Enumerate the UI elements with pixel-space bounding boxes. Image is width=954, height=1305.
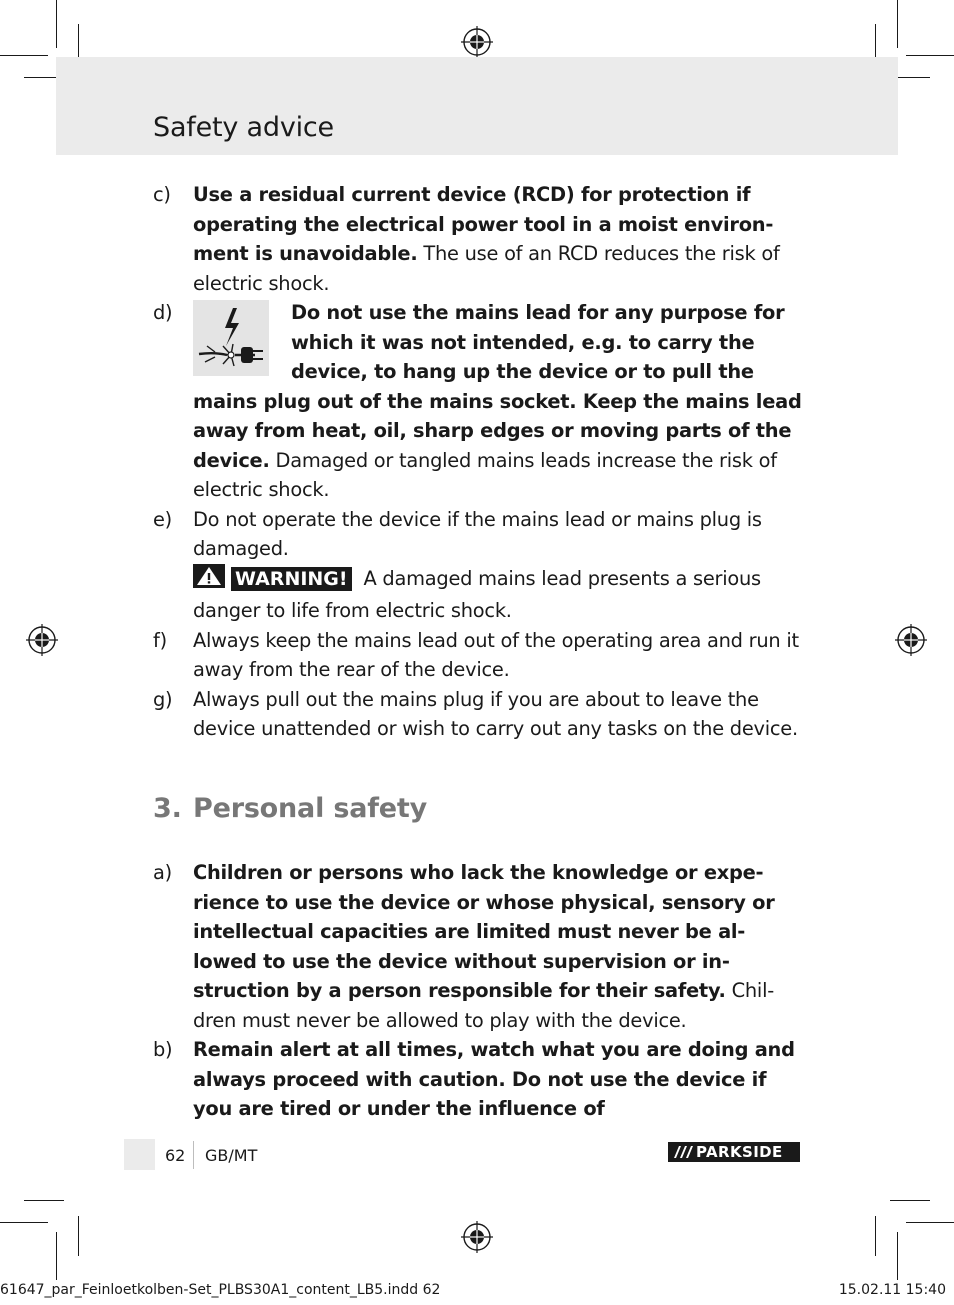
warning-text: A damaged mains lead presents a serious danger to life from electric shock.: [193, 566, 761, 622]
list-item: [153, 685, 803, 744]
list-item: [153, 626, 803, 685]
item-bold-text: Use a residual current device (RCD) for protection if operating the electrical power tool in a moist environ-ment is unavoidable.: [193, 183, 774, 265]
warning-badge: WARNING!: [231, 567, 352, 591]
brand-stripes-icon: [670, 1142, 696, 1162]
warning-triangle-icon: [193, 564, 225, 597]
item-label: b): [153, 1038, 173, 1061]
language-code: GB/MT: [205, 1146, 258, 1165]
slug-file-info: 61647_par_Feinloetkolben-Set_PLBS30A1_content_LB5.indd 62: [0, 1282, 441, 1298]
page-title: Safety advice: [153, 112, 334, 143]
list-item: [153, 505, 803, 626]
item-bold-text: Remain alert at all times, watch what you are doing and always proceed with caution. Do not use the device if you are tired or under the influence of: [193, 1038, 795, 1120]
brand-name: PARKSIDE: [696, 1143, 783, 1161]
item-text: Damaged or tangled mains leads increase the risk of electric shock.: [193, 448, 777, 501]
crop-mark: [56, 1232, 57, 1280]
crop-mark: [906, 55, 954, 56]
item-label: f): [153, 628, 167, 652]
electrical-safety-list: [153, 180, 803, 744]
item-text: Chil-dren must never be allowed to play with the device.: [193, 979, 774, 1032]
item-text: Always keep the mains lead out of the operating area and run it away from the rear of the device.: [193, 628, 799, 681]
brand-logo: [668, 1142, 800, 1162]
item-label: c): [153, 183, 171, 206]
list-item: [153, 858, 803, 1035]
item-label: d): [153, 301, 173, 324]
crop-mark: [890, 1200, 930, 1201]
crop-mark: [0, 55, 48, 56]
item-label: a): [153, 861, 172, 884]
item-bold-text: Children or persons who lack the knowledge or expe-rience to use the device or whose physical, sensory or intellectual capacities are limited must never be al-lowed to use the device without supervision or in-struction by a person responsible for their safety.: [193, 861, 775, 1002]
crop-mark: [897, 1232, 898, 1280]
personal-safety-list: [153, 858, 803, 1124]
crop-mark: [875, 1216, 876, 1256]
list-item: [153, 1035, 803, 1124]
section-title: Personal safety: [193, 793, 427, 824]
item-text: The use of an RCD reduces the risk of electric shock.: [193, 242, 780, 295]
registration-mark-icon: [26, 624, 58, 656]
electric-shock-cable-icon: [193, 300, 269, 376]
footer-divider: [193, 1141, 194, 1169]
crop-mark: [0, 1222, 48, 1223]
registration-mark-icon: [461, 1221, 493, 1253]
registration-mark-icon: [461, 26, 493, 58]
list-item: [153, 180, 803, 298]
footer-tab: [124, 1139, 155, 1170]
item-text: Do not operate the device if the mains lead or mains plug is damaged.: [193, 507, 762, 560]
section-number: 3.: [153, 793, 182, 824]
section-heading: [153, 793, 427, 824]
crop-mark: [24, 1200, 64, 1201]
crop-mark: [56, 0, 57, 48]
item-bold-text: Do not use the mains lead for any purpose for which it was not intended, e.g. to carry the device, to hang up the device or to pull the mains plug out of the mains socket. Keep the mains lead away from heat, oil, sharp edges or moving parts of the device.: [193, 301, 802, 472]
registration-mark-icon: [895, 624, 927, 656]
item-text: Always pull out the mains plug if you are about to leave the device unattended or wish to carry out any tasks on the device.: [193, 687, 798, 740]
item-label: e): [153, 507, 172, 531]
crop-mark: [78, 1216, 79, 1256]
slug-date-time: 15.02.11 15:40: [838, 1282, 946, 1298]
item-label: g): [153, 687, 173, 711]
crop-mark: [906, 1222, 954, 1223]
page-number: 62: [165, 1146, 186, 1165]
crop-mark: [897, 0, 898, 48]
list-item: [153, 298, 803, 505]
